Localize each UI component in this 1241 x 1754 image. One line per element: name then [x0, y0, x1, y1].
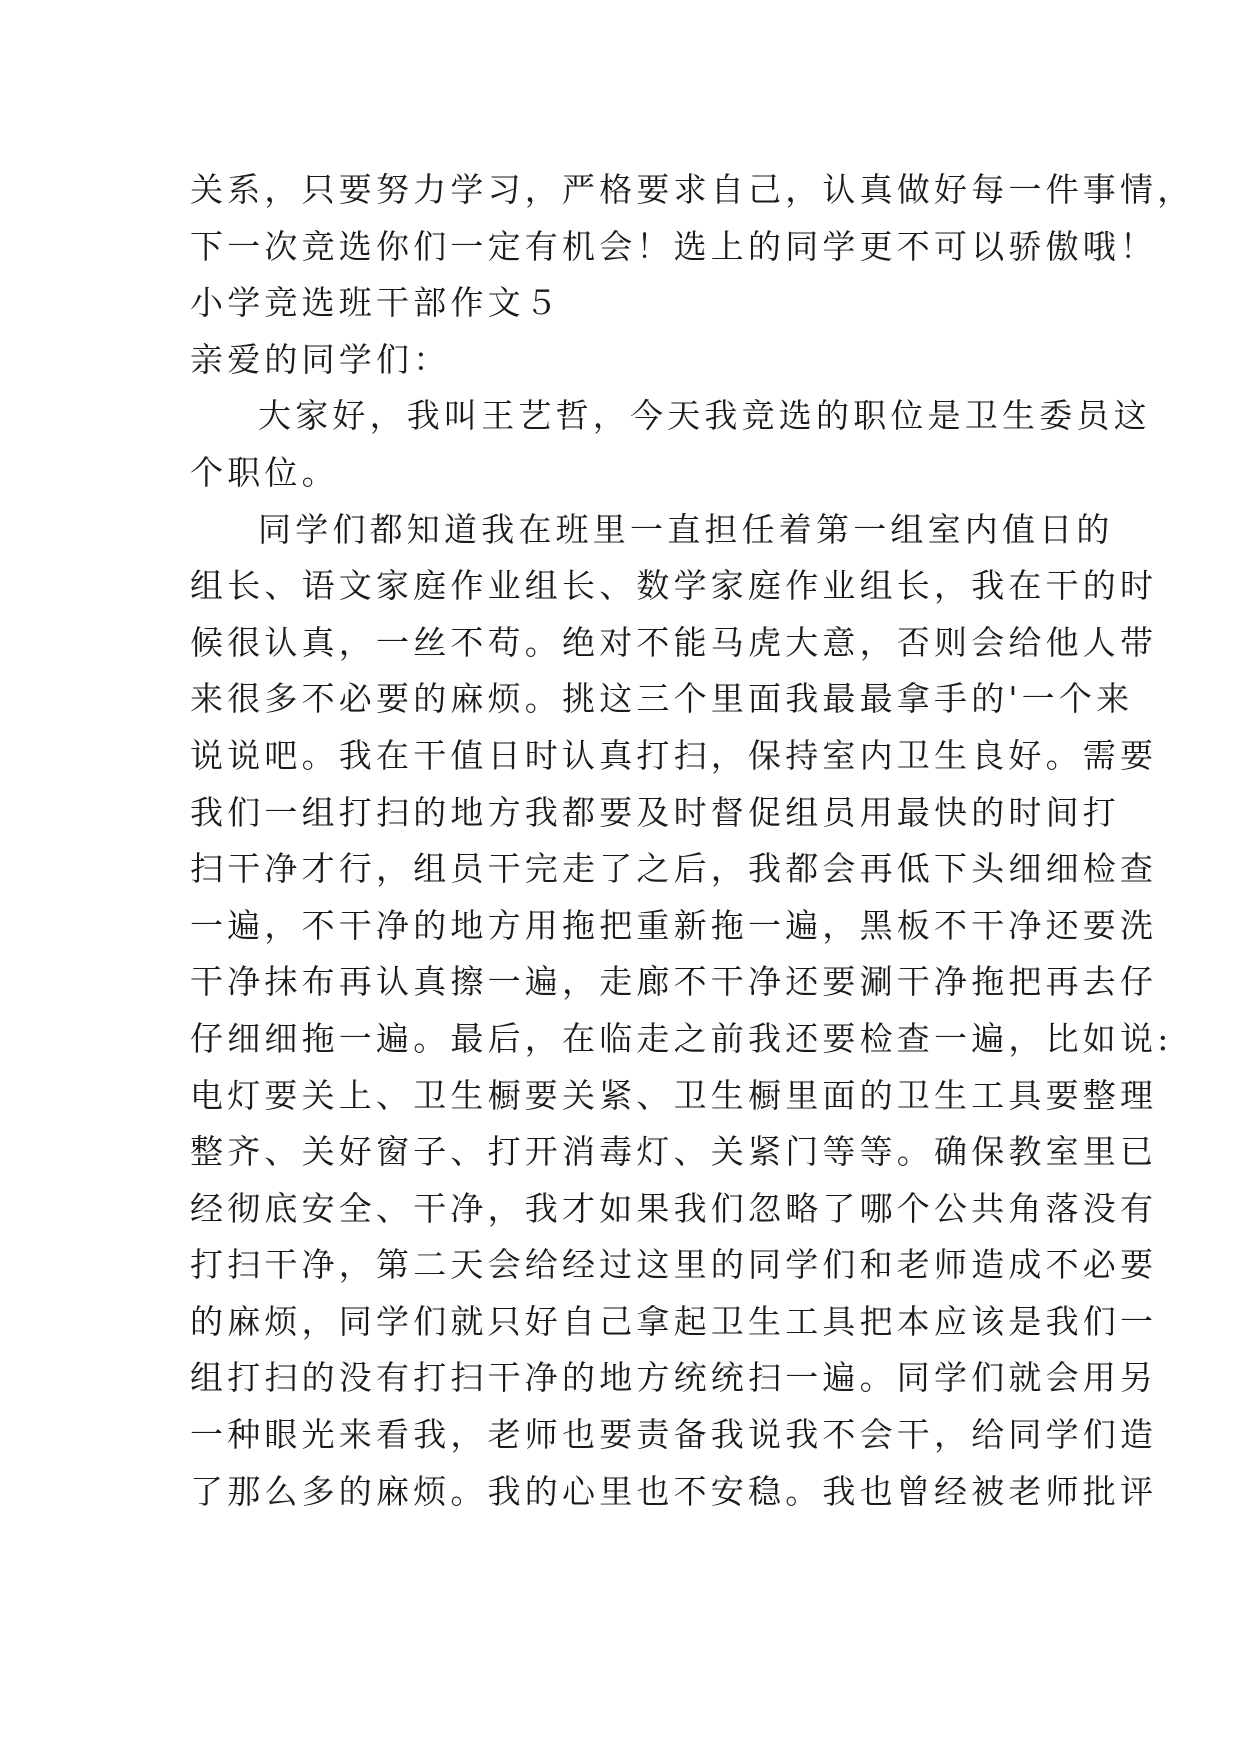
text-line: 了那么多的麻烦。我的心里也不安稳。我也曾经被老师批评 [190, 1471, 1158, 1511]
text-line: 扫干净才行，组员干完走了之后，我都会再低下头细细检查 [190, 849, 1158, 889]
text-line: 整齐、关好窗子、打开消毒灯、关紧门等等。确保教室里已 [190, 1132, 1158, 1172]
text-line: 说说吧。我在干值日时认真打扫，保持室内卫生良好。需要 [190, 735, 1158, 775]
essay-body [190, 162, 1195, 1520]
text-line: 候很认真，一丝不苟。绝对不能马虎大意，否则会给他人带 [190, 622, 1158, 662]
paragraph-start: 大家好，我叫王艺哲，今天我竞选的职位是卫生委员这 [258, 396, 1151, 436]
text-line: 一种眼光来看我，老师也要责备我说我不会干，给同学们造 [190, 1415, 1158, 1455]
text-line: 个职位。 [190, 452, 339, 492]
text-line: 经彻底安全、干净，我才如果我们忽略了哪个公共角落没有 [190, 1188, 1158, 1228]
text-line: 干净抹布再认真擦一遍，走廊不干净还要涮干净拖把再去仔 [190, 962, 1158, 1002]
text-line: 组长、语文家庭作业组长、数学家庭作业组长，我在干的时 [190, 566, 1158, 606]
text-line: 来很多不必要的麻烦。挑这三个里面我最最拿手的'一个来 [190, 679, 1134, 719]
text-line: 的麻烦，同学们就只好自己拿起卫生工具把本应该是我们一 [190, 1301, 1158, 1341]
salutation: 亲爱的同学们： [190, 339, 451, 379]
text-line: 电灯要关上、卫生橱要关紧、卫生橱里面的卫生工具要整理 [190, 1075, 1158, 1115]
text-line: 一遍，不干净的地方用拖把重新拖一遍，黑板不干净还要洗 [190, 905, 1158, 945]
text-line: 仔细细拖一遍。最后，在临走之前我还要检查一遍，比如说: [190, 1018, 1173, 1058]
essay-title: 小学竞选班干部作文５ [190, 283, 562, 323]
text-line: 下一次竞选你们一定有机会！选上的同学更不可以骄傲哦！ [190, 226, 1158, 266]
text-line: 组打扫的没有打扫干净的地方统统扫一遍。同学们就会用另 [190, 1358, 1158, 1398]
text-line: 我们一组打扫的地方我都要及时督促组员用最快的时间打 [190, 792, 1120, 832]
text-line: 关系，只要努力学习，严格要求自己，认真做好每一件事情， [190, 170, 1195, 209]
text-line: 打扫干净，第二天会给经过这里的同学们和老师造成不必要 [190, 1245, 1158, 1285]
paragraph-start: 同学们都知道我在班里一直担任着第一组室内值日的 [258, 509, 1114, 549]
